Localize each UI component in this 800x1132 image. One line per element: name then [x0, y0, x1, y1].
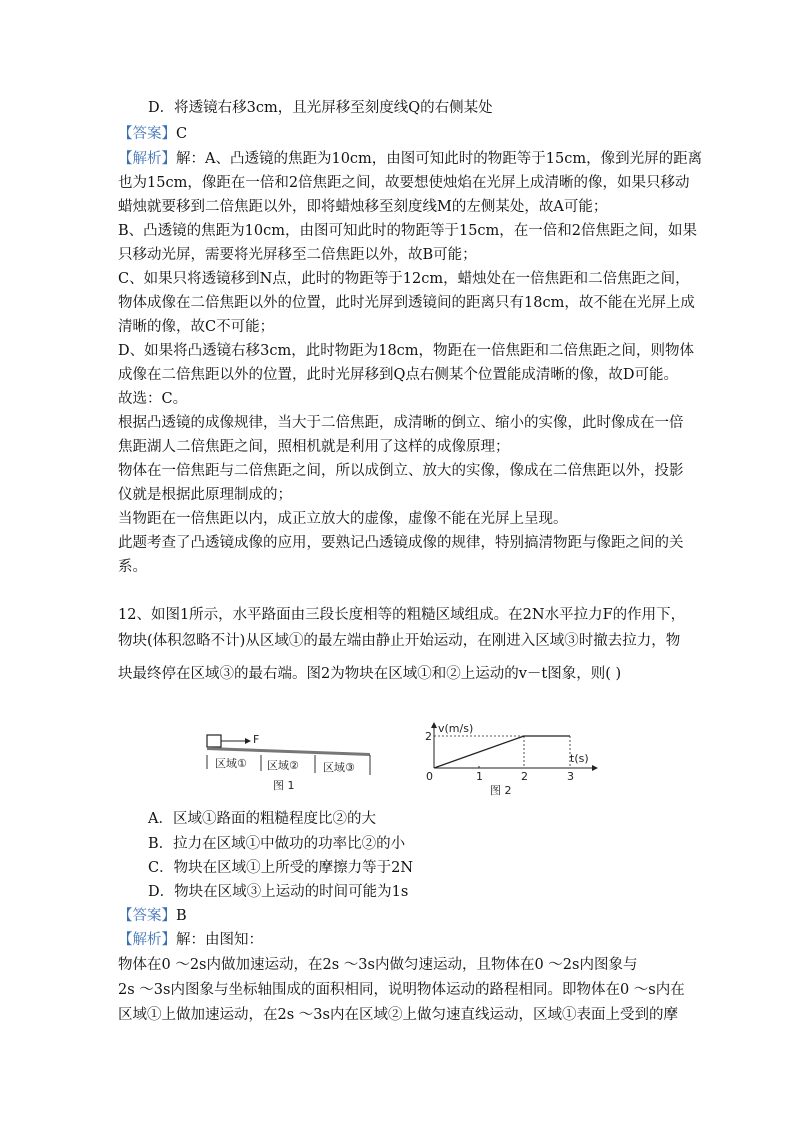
answer-tag: 【答案】 — [118, 126, 176, 142]
x-tick-label: 1 — [476, 770, 483, 783]
analysis-text: 也为15cm，像距在一倍和2倍焦距之间，故要想使烛焰在光屏上成清晰的像，如果只移动 — [118, 175, 690, 191]
answer-tag: 【答案】 — [118, 908, 176, 924]
answer-line — [118, 124, 187, 144]
road-surface — [207, 747, 370, 756]
x-tick-label: 2 — [521, 770, 528, 783]
analysis-text: 只移动光屏，需要将光屏移至二倍焦距以外，故B可能； — [118, 247, 477, 263]
option-c: C．物块在区域①上所受的摩擦力等于2N — [148, 860, 414, 876]
analysis-line — [118, 930, 263, 950]
analysis-text: 成像在二倍焦距以外的位置，此时光屏移到Q点右侧某个位置能成清晰的像，故D可能。 — [118, 367, 679, 383]
analysis-text: 清晰的像，故C不可能； — [118, 319, 275, 335]
analysis-text: B、凸透镜的焦距为10cm，由图可知此时的物距等于15cm，在一倍和2倍焦距之间，如果 — [118, 223, 698, 239]
analysis-text: 区域①上做加速运动，在2s ～3s内在区域②上做匀速直线运动，区域①表面上受到的摩 — [118, 1007, 678, 1023]
analysis-text: 蜡烛就要移到二倍焦距以外，即将蜡烛移至刻度线M的左侧某处，故A可能； — [118, 199, 608, 215]
analysis-text: 焦距湖人二倍焦距之间，照相机就是利用了这样的成像原理； — [118, 439, 510, 455]
analysis-text: 根据凸透镜的成像规律，当大于二倍焦距，成清晰的倒立、缩小的实像，此时像成在一倍 — [118, 415, 684, 431]
option-d-prev: D．将透镜右移3cm，且光屏移至刻度线Q的右侧某处 — [148, 100, 493, 116]
analysis-text: 解：A、凸透镜的焦距为10cm，由图可知此时的物距等于15cm，像到光屏的距离 — [176, 151, 703, 167]
block-shape — [207, 735, 221, 747]
t-axis-arrow — [592, 765, 598, 771]
region-1-label: 区域① — [215, 757, 247, 770]
vt-accel-segment — [434, 736, 524, 768]
answer-value: C — [176, 126, 188, 142]
analysis-text: 物体在一倍焦距与二倍焦距之间，所以成倒立、放大的实像，像成在二倍焦距以外，投影 — [118, 463, 684, 479]
analysis-line — [118, 149, 702, 169]
analysis-text: 故选：C。 — [118, 391, 188, 407]
x-tick-label: 3 — [567, 770, 574, 783]
analysis-text: 此题考查了凸透镜成像的应用，要熟记凸透镜成像的规律，特别搞清物距与像距之间的关 — [118, 535, 684, 551]
y-tick-label: 2 — [425, 730, 432, 743]
question-12-text: 块最终停在区域③的最右端。图2为物块在区域①和②上运动的v－t图象，则( ) — [118, 666, 622, 682]
option-b: B．拉力在区域①中做功的功率比②的小 — [148, 836, 406, 852]
force-label: F — [253, 733, 260, 746]
answer-line — [118, 906, 187, 926]
figure-1 — [205, 725, 375, 795]
analysis-text: C、如果只将透镜移到N点，此时的物距等于12cm，蜡烛处在一倍焦距和二倍焦距之间， — [118, 271, 690, 287]
region-3-label: 区域③ — [323, 761, 355, 774]
question-12-text: 物块(体积忽略不计)从区域①的最左端由静止开始运动，在刚进入区域③时撤去拉力，物 — [118, 633, 681, 649]
v-axis-arrow — [431, 722, 437, 728]
analysis-tag: 【解析】 — [118, 151, 176, 167]
option-a: A．区域①路面的粗糙程度比②的大 — [148, 811, 376, 827]
region-2-label: 区域② — [267, 759, 299, 772]
figure-1-caption: 图 1 — [273, 779, 295, 792]
answer-value: B — [176, 908, 187, 924]
question-12-text: 12、如图1所示，水平路面由三段长度相等的粗糙区域组成。在2N水平拉力F的作用下， — [118, 607, 686, 623]
analysis-text: D、如果将凸透镜右移3cm，此时物距为18cm，物距在一倍焦距和二倍焦距之间，则物体 — [118, 343, 695, 359]
origin-label: 0 — [426, 770, 433, 783]
figure-2-caption: 图 2 — [490, 784, 512, 797]
analysis-text: 解：由图知： — [176, 932, 263, 948]
option-d: D．物块在区域③上运动的时间可能为1s — [148, 884, 409, 900]
v-axis-label: v(m/s) — [438, 722, 474, 735]
analysis-text: 系。 — [118, 559, 147, 575]
force-arrowhead — [245, 738, 251, 744]
figure-2 — [420, 722, 600, 798]
analysis-text: 2s ～3s内图象与坐标轴围成的面积相同，说明物体运动的路程相同。即物体在0 ～s内在 — [118, 982, 685, 998]
analysis-tag: 【解析】 — [118, 932, 176, 948]
analysis-text: 物体在0 ～2s内做加速运动，在2s ～3s内做匀速运动，且物体在0 ～2s内图象与 — [118, 957, 638, 973]
t-axis-label: t(s) — [570, 752, 589, 765]
analysis-text: 当物距在一倍焦距以内，成正立放大的虚像，虚像不能在光屏上呈现。 — [118, 511, 568, 527]
analysis-text: 物体成像在二倍焦距以外的位置，此时光屏到透镜间的距离只有18cm，故不能在光屏上成 — [118, 295, 695, 311]
analysis-text: 仪就是根据此原理制成的； — [118, 487, 292, 503]
